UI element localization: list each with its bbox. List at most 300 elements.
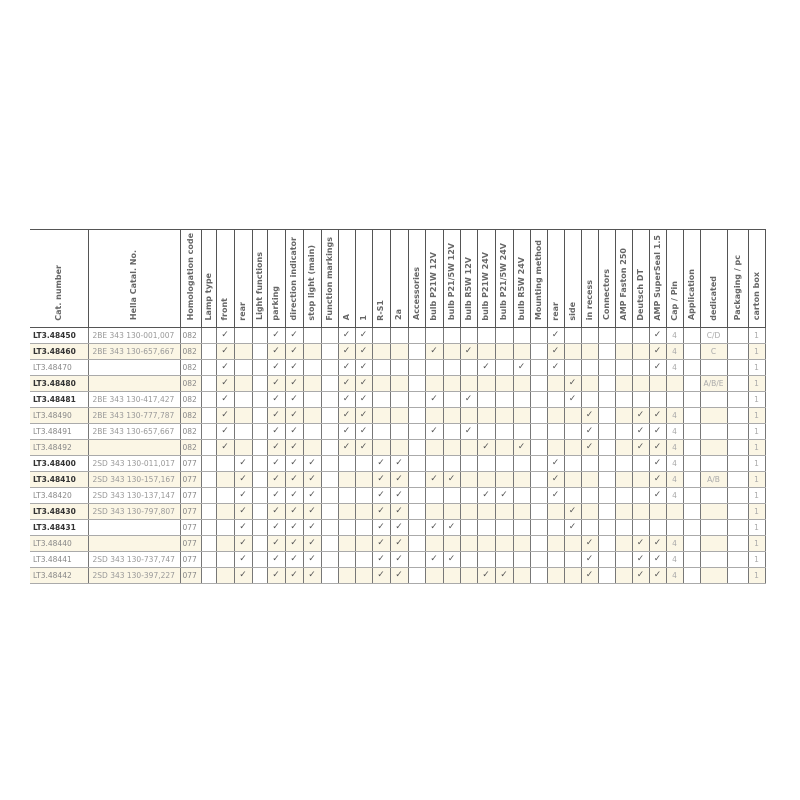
check-mark-icon: ✓: [267, 472, 285, 488]
empty-cell: [581, 520, 598, 536]
check-mark-icon: ✓: [443, 472, 460, 488]
table-row: [30, 504, 765, 520]
empty-cell: [303, 392, 321, 408]
empty-cell: [530, 408, 547, 424]
check-mark-icon: ✓: [372, 488, 390, 504]
empty-cell: [598, 328, 615, 344]
empty-cell: [252, 376, 267, 392]
empty-cell: [372, 408, 390, 424]
empty-cell: [598, 568, 615, 584]
empty-cell: [460, 360, 477, 376]
empty-cell: [425, 360, 443, 376]
empty-cell: [477, 408, 495, 424]
empty-cell: [252, 520, 267, 536]
check-mark-icon: ✓: [338, 392, 355, 408]
homologation-cell: 082: [180, 424, 201, 440]
table-row: [30, 392, 765, 408]
check-mark-icon: ✓: [649, 472, 666, 488]
check-mark-icon: ✓: [372, 536, 390, 552]
empty-cell: [581, 360, 598, 376]
empty-cell: [598, 520, 615, 536]
empty-cell: [408, 408, 425, 424]
check-mark-icon: ✓: [216, 360, 234, 376]
empty-cell: [234, 392, 252, 408]
column-header: [564, 230, 581, 328]
empty-cell: [443, 488, 460, 504]
carton-box-cell: 1: [748, 440, 765, 456]
empty-cell: [727, 552, 748, 568]
empty-cell: [216, 520, 234, 536]
check-mark-icon: ✓: [234, 568, 252, 584]
empty-cell: [252, 504, 267, 520]
check-mark-icon: ✓: [285, 488, 303, 504]
empty-cell: [443, 456, 460, 472]
empty-cell: [477, 424, 495, 440]
empty-cell: [547, 392, 564, 408]
hella-number-cell: [88, 536, 180, 552]
empty-cell: [355, 488, 372, 504]
empty-cell: [615, 488, 632, 504]
check-mark-icon: ✓: [513, 440, 530, 456]
empty-cell: [355, 472, 372, 488]
empty-cell: [201, 504, 216, 520]
check-mark-icon: ✓: [460, 424, 477, 440]
hella-number-cell: [88, 520, 180, 536]
empty-cell: [355, 504, 372, 520]
column-header: [180, 230, 201, 328]
check-mark-icon: ✓: [303, 504, 321, 520]
empty-cell: [338, 520, 355, 536]
empty-cell: [727, 328, 748, 344]
check-mark-icon: ✓: [390, 488, 408, 504]
check-mark-icon: ✓: [581, 552, 598, 568]
empty-cell: [252, 440, 267, 456]
check-mark-icon: ✓: [267, 360, 285, 376]
check-mark-icon: ✓: [234, 472, 252, 488]
cat-number-cell: LT3.48420: [30, 488, 88, 504]
empty-cell: [390, 344, 408, 360]
carton-box-cell: 1: [748, 504, 765, 520]
empty-cell: [530, 536, 547, 552]
check-mark-icon: ✓: [285, 504, 303, 520]
empty-cell: [598, 456, 615, 472]
cat-number-cell: LT3.48460: [30, 344, 88, 360]
empty-cell: [390, 424, 408, 440]
check-mark-icon: ✓: [267, 520, 285, 536]
check-mark-icon: ✓: [303, 488, 321, 504]
empty-cell: [615, 360, 632, 376]
check-mark-icon: ✓: [649, 536, 666, 552]
empty-cell: [495, 536, 513, 552]
check-mark-icon: ✓: [234, 536, 252, 552]
table-row: [30, 376, 765, 392]
empty-cell: [390, 392, 408, 408]
empty-cell: [495, 440, 513, 456]
check-mark-icon: ✓: [338, 440, 355, 456]
empty-cell: [632, 328, 649, 344]
column-header-label: dedicated: [708, 275, 718, 321]
check-mark-icon: ✓: [338, 424, 355, 440]
empty-cell: [234, 424, 252, 440]
empty-cell: [615, 424, 632, 440]
empty-cell: [252, 472, 267, 488]
empty-cell: [615, 328, 632, 344]
check-mark-icon: ✓: [234, 456, 252, 472]
column-header: [303, 230, 321, 328]
table-row: [30, 424, 765, 440]
empty-cell: [547, 440, 564, 456]
empty-cell: [460, 568, 477, 584]
empty-cell: [683, 328, 700, 344]
empty-cell: [252, 424, 267, 440]
table-row: [30, 440, 765, 456]
check-mark-icon: ✓: [267, 344, 285, 360]
column-header: [390, 230, 408, 328]
empty-cell: [201, 552, 216, 568]
cat-number-cell: LT3.48491: [30, 424, 88, 440]
empty-cell: [683, 408, 700, 424]
carton-box-cell: 1: [748, 344, 765, 360]
empty-cell: [321, 568, 338, 584]
empty-cell: [460, 408, 477, 424]
empty-cell: [564, 424, 581, 440]
check-mark-icon: ✓: [425, 344, 443, 360]
empty-cell: [683, 456, 700, 472]
check-mark-icon: ✓: [285, 472, 303, 488]
check-mark-icon: ✓: [425, 424, 443, 440]
empty-cell: [425, 440, 443, 456]
column-header-label: Homologation code: [185, 233, 195, 321]
empty-cell: [303, 328, 321, 344]
column-header-label: Deutsch DT: [635, 268, 645, 321]
empty-cell: [201, 536, 216, 552]
check-mark-icon: ✓: [632, 568, 649, 584]
empty-cell: [547, 376, 564, 392]
check-mark-icon: ✓: [216, 440, 234, 456]
table-body: [30, 328, 765, 584]
application-cell: [700, 504, 727, 520]
empty-cell: [321, 408, 338, 424]
column-header-label: Hella Catal. No.: [129, 250, 138, 321]
empty-cell: [615, 456, 632, 472]
empty-cell: [408, 456, 425, 472]
column-header-label: rear: [550, 301, 560, 321]
check-mark-icon: ✓: [216, 424, 234, 440]
empty-cell: [408, 424, 425, 440]
empty-cell: [408, 392, 425, 408]
empty-cell: [390, 408, 408, 424]
check-mark-icon: ✓: [234, 552, 252, 568]
empty-cell: [513, 456, 530, 472]
hella-number-cell: 2SD 343 130-397,227: [88, 568, 180, 584]
empty-cell: [321, 536, 338, 552]
application-cell: [700, 424, 727, 440]
check-mark-icon: ✓: [443, 552, 460, 568]
column-header-label: Accessories: [411, 267, 421, 321]
check-mark-icon: ✓: [338, 376, 355, 392]
empty-cell: [252, 360, 267, 376]
column-header: [338, 230, 355, 328]
empty-cell: [649, 392, 666, 408]
empty-cell: [495, 456, 513, 472]
empty-cell: [581, 472, 598, 488]
homologation-cell: 082: [180, 376, 201, 392]
empty-cell: [372, 392, 390, 408]
check-mark-icon: ✓: [649, 488, 666, 504]
empty-cell: [460, 504, 477, 520]
column-header-label: Packaging / pc: [732, 254, 742, 321]
column-header: [615, 230, 632, 328]
check-mark-icon: ✓: [303, 568, 321, 584]
check-mark-icon: ✓: [390, 504, 408, 520]
empty-cell: [443, 360, 460, 376]
cap-pin-cell: [666, 376, 683, 392]
empty-cell: [530, 552, 547, 568]
empty-cell: [564, 408, 581, 424]
empty-cell: [443, 440, 460, 456]
empty-cell: [598, 424, 615, 440]
homologation-cell: 082: [180, 440, 201, 456]
cap-pin-cell: 4: [666, 488, 683, 504]
empty-cell: [390, 376, 408, 392]
empty-cell: [547, 520, 564, 536]
check-mark-icon: ✓: [632, 440, 649, 456]
empty-cell: [581, 376, 598, 392]
column-header-label: bulb P21/5W 12V: [446, 243, 456, 321]
empty-cell: [564, 568, 581, 584]
carton-box-cell: 1: [748, 552, 765, 568]
empty-cell: [530, 376, 547, 392]
application-cell: A/B/E: [700, 376, 727, 392]
empty-cell: [234, 328, 252, 344]
cap-pin-cell: 4: [666, 440, 683, 456]
empty-cell: [252, 392, 267, 408]
empty-cell: [564, 440, 581, 456]
check-mark-icon: ✓: [303, 472, 321, 488]
empty-cell: [581, 488, 598, 504]
check-mark-icon: ✓: [632, 552, 649, 568]
check-mark-icon: ✓: [303, 536, 321, 552]
empty-cell: [598, 360, 615, 376]
empty-cell: [495, 344, 513, 360]
empty-cell: [727, 392, 748, 408]
check-mark-icon: ✓: [234, 504, 252, 520]
check-mark-icon: ✓: [564, 520, 581, 536]
empty-cell: [530, 360, 547, 376]
column-header: [513, 230, 530, 328]
check-mark-icon: ✓: [267, 552, 285, 568]
empty-cell: [321, 472, 338, 488]
column-header-label: bulb P21W 12V: [429, 251, 438, 321]
cap-pin-cell: 4: [666, 360, 683, 376]
check-mark-icon: ✓: [285, 392, 303, 408]
check-mark-icon: ✓: [355, 424, 372, 440]
empty-cell: [252, 456, 267, 472]
empty-cell: [513, 392, 530, 408]
empty-cell: [581, 344, 598, 360]
empty-cell: [495, 408, 513, 424]
cat-number-cell: LT3.48481: [30, 392, 88, 408]
empty-cell: [513, 376, 530, 392]
empty-cell: [683, 344, 700, 360]
column-header: [425, 230, 443, 328]
empty-cell: [727, 520, 748, 536]
empty-cell: [581, 328, 598, 344]
check-mark-icon: ✓: [477, 360, 495, 376]
empty-cell: [683, 424, 700, 440]
empty-cell: [408, 568, 425, 584]
check-mark-icon: ✓: [495, 568, 513, 584]
empty-cell: [530, 520, 547, 536]
empty-cell: [495, 376, 513, 392]
hella-number-cell: 2BE 343 130-417,427: [88, 392, 180, 408]
check-mark-icon: ✓: [477, 488, 495, 504]
column-header-label: bulb P21W 24V: [481, 251, 490, 321]
empty-cell: [683, 504, 700, 520]
empty-cell: [443, 536, 460, 552]
empty-cell: [615, 408, 632, 424]
empty-cell: [425, 568, 443, 584]
empty-cell: [408, 360, 425, 376]
empty-cell: [615, 440, 632, 456]
empty-cell: [390, 360, 408, 376]
empty-cell: [201, 360, 216, 376]
check-mark-icon: ✓: [372, 552, 390, 568]
cat-number-cell: LT3.48400: [30, 456, 88, 472]
empty-cell: [338, 472, 355, 488]
empty-cell: [632, 360, 649, 376]
empty-cell: [201, 488, 216, 504]
check-mark-icon: ✓: [216, 328, 234, 344]
application-cell: C: [700, 344, 727, 360]
empty-cell: [477, 552, 495, 568]
table-row: [30, 456, 765, 472]
empty-cell: [727, 376, 748, 392]
empty-cell: [303, 376, 321, 392]
empty-cell: [408, 504, 425, 520]
empty-cell: [564, 456, 581, 472]
empty-cell: [683, 552, 700, 568]
column-header: [683, 230, 700, 328]
empty-cell: [408, 440, 425, 456]
check-mark-icon: ✓: [303, 552, 321, 568]
empty-cell: [355, 536, 372, 552]
empty-cell: [615, 520, 632, 536]
column-header-label: carton box: [751, 272, 761, 321]
empty-cell: [615, 472, 632, 488]
check-mark-icon: ✓: [285, 536, 303, 552]
empty-cell: [477, 536, 495, 552]
column-header: [201, 230, 216, 328]
empty-cell: [216, 552, 234, 568]
check-mark-icon: ✓: [460, 392, 477, 408]
empty-cell: [530, 568, 547, 584]
check-mark-icon: ✓: [547, 456, 564, 472]
empty-cell: [460, 456, 477, 472]
hella-number-cell: 2BE 343 130-001,007: [88, 328, 180, 344]
column-header: [408, 230, 425, 328]
cap-pin-cell: 4: [666, 408, 683, 424]
check-mark-icon: ✓: [267, 424, 285, 440]
check-mark-icon: ✓: [267, 504, 285, 520]
check-mark-icon: ✓: [285, 424, 303, 440]
empty-cell: [530, 488, 547, 504]
application-cell: [700, 568, 727, 584]
empty-cell: [615, 392, 632, 408]
empty-cell: [372, 344, 390, 360]
column-header: [547, 230, 564, 328]
check-mark-icon: ✓: [372, 456, 390, 472]
column-header-label: side: [567, 301, 577, 321]
empty-cell: [615, 504, 632, 520]
check-mark-icon: ✓: [425, 552, 443, 568]
column-header-label: Cap / Pin: [669, 280, 679, 321]
empty-cell: [598, 344, 615, 360]
check-mark-icon: ✓: [564, 504, 581, 520]
check-mark-icon: ✓: [390, 552, 408, 568]
empty-cell: [338, 488, 355, 504]
column-header-label: in recess: [584, 280, 594, 321]
empty-cell: [460, 328, 477, 344]
check-mark-icon: ✓: [372, 568, 390, 584]
cat-number-cell: LT3.48441: [30, 552, 88, 568]
hella-number-cell: 2BE 343 130-657,667: [88, 344, 180, 360]
empty-cell: [727, 408, 748, 424]
homologation-cell: 077: [180, 536, 201, 552]
homologation-cell: 082: [180, 344, 201, 360]
empty-cell: [234, 344, 252, 360]
table-row: [30, 520, 765, 536]
carton-box-cell: 1: [748, 360, 765, 376]
column-header: [216, 230, 234, 328]
check-mark-icon: ✓: [649, 408, 666, 424]
empty-cell: [727, 360, 748, 376]
empty-cell: [683, 520, 700, 536]
hella-number-cell: [88, 360, 180, 376]
cat-number-cell: LT3.48430: [30, 504, 88, 520]
empty-cell: [547, 504, 564, 520]
check-mark-icon: ✓: [649, 552, 666, 568]
empty-cell: [372, 424, 390, 440]
empty-cell: [201, 408, 216, 424]
column-header-label: parking: [271, 285, 280, 321]
empty-cell: [201, 328, 216, 344]
column-header: [530, 230, 547, 328]
empty-cell: [513, 520, 530, 536]
empty-cell: [530, 328, 547, 344]
application-cell: [700, 488, 727, 504]
empty-cell: [598, 472, 615, 488]
check-mark-icon: ✓: [216, 344, 234, 360]
empty-cell: [727, 440, 748, 456]
check-mark-icon: ✓: [372, 520, 390, 536]
cat-number-cell: LT3.48492: [30, 440, 88, 456]
column-header: [252, 230, 267, 328]
empty-cell: [598, 376, 615, 392]
empty-cell: [321, 504, 338, 520]
column-header-label: Mounting method: [533, 240, 543, 321]
homologation-cell: 082: [180, 328, 201, 344]
empty-cell: [303, 440, 321, 456]
check-mark-icon: ✓: [547, 472, 564, 488]
cat-number-cell: LT3.48450: [30, 328, 88, 344]
check-mark-icon: ✓: [649, 344, 666, 360]
empty-cell: [530, 424, 547, 440]
empty-cell: [632, 392, 649, 408]
check-mark-icon: ✓: [338, 344, 355, 360]
column-header: [727, 230, 748, 328]
homologation-cell: 077: [180, 472, 201, 488]
